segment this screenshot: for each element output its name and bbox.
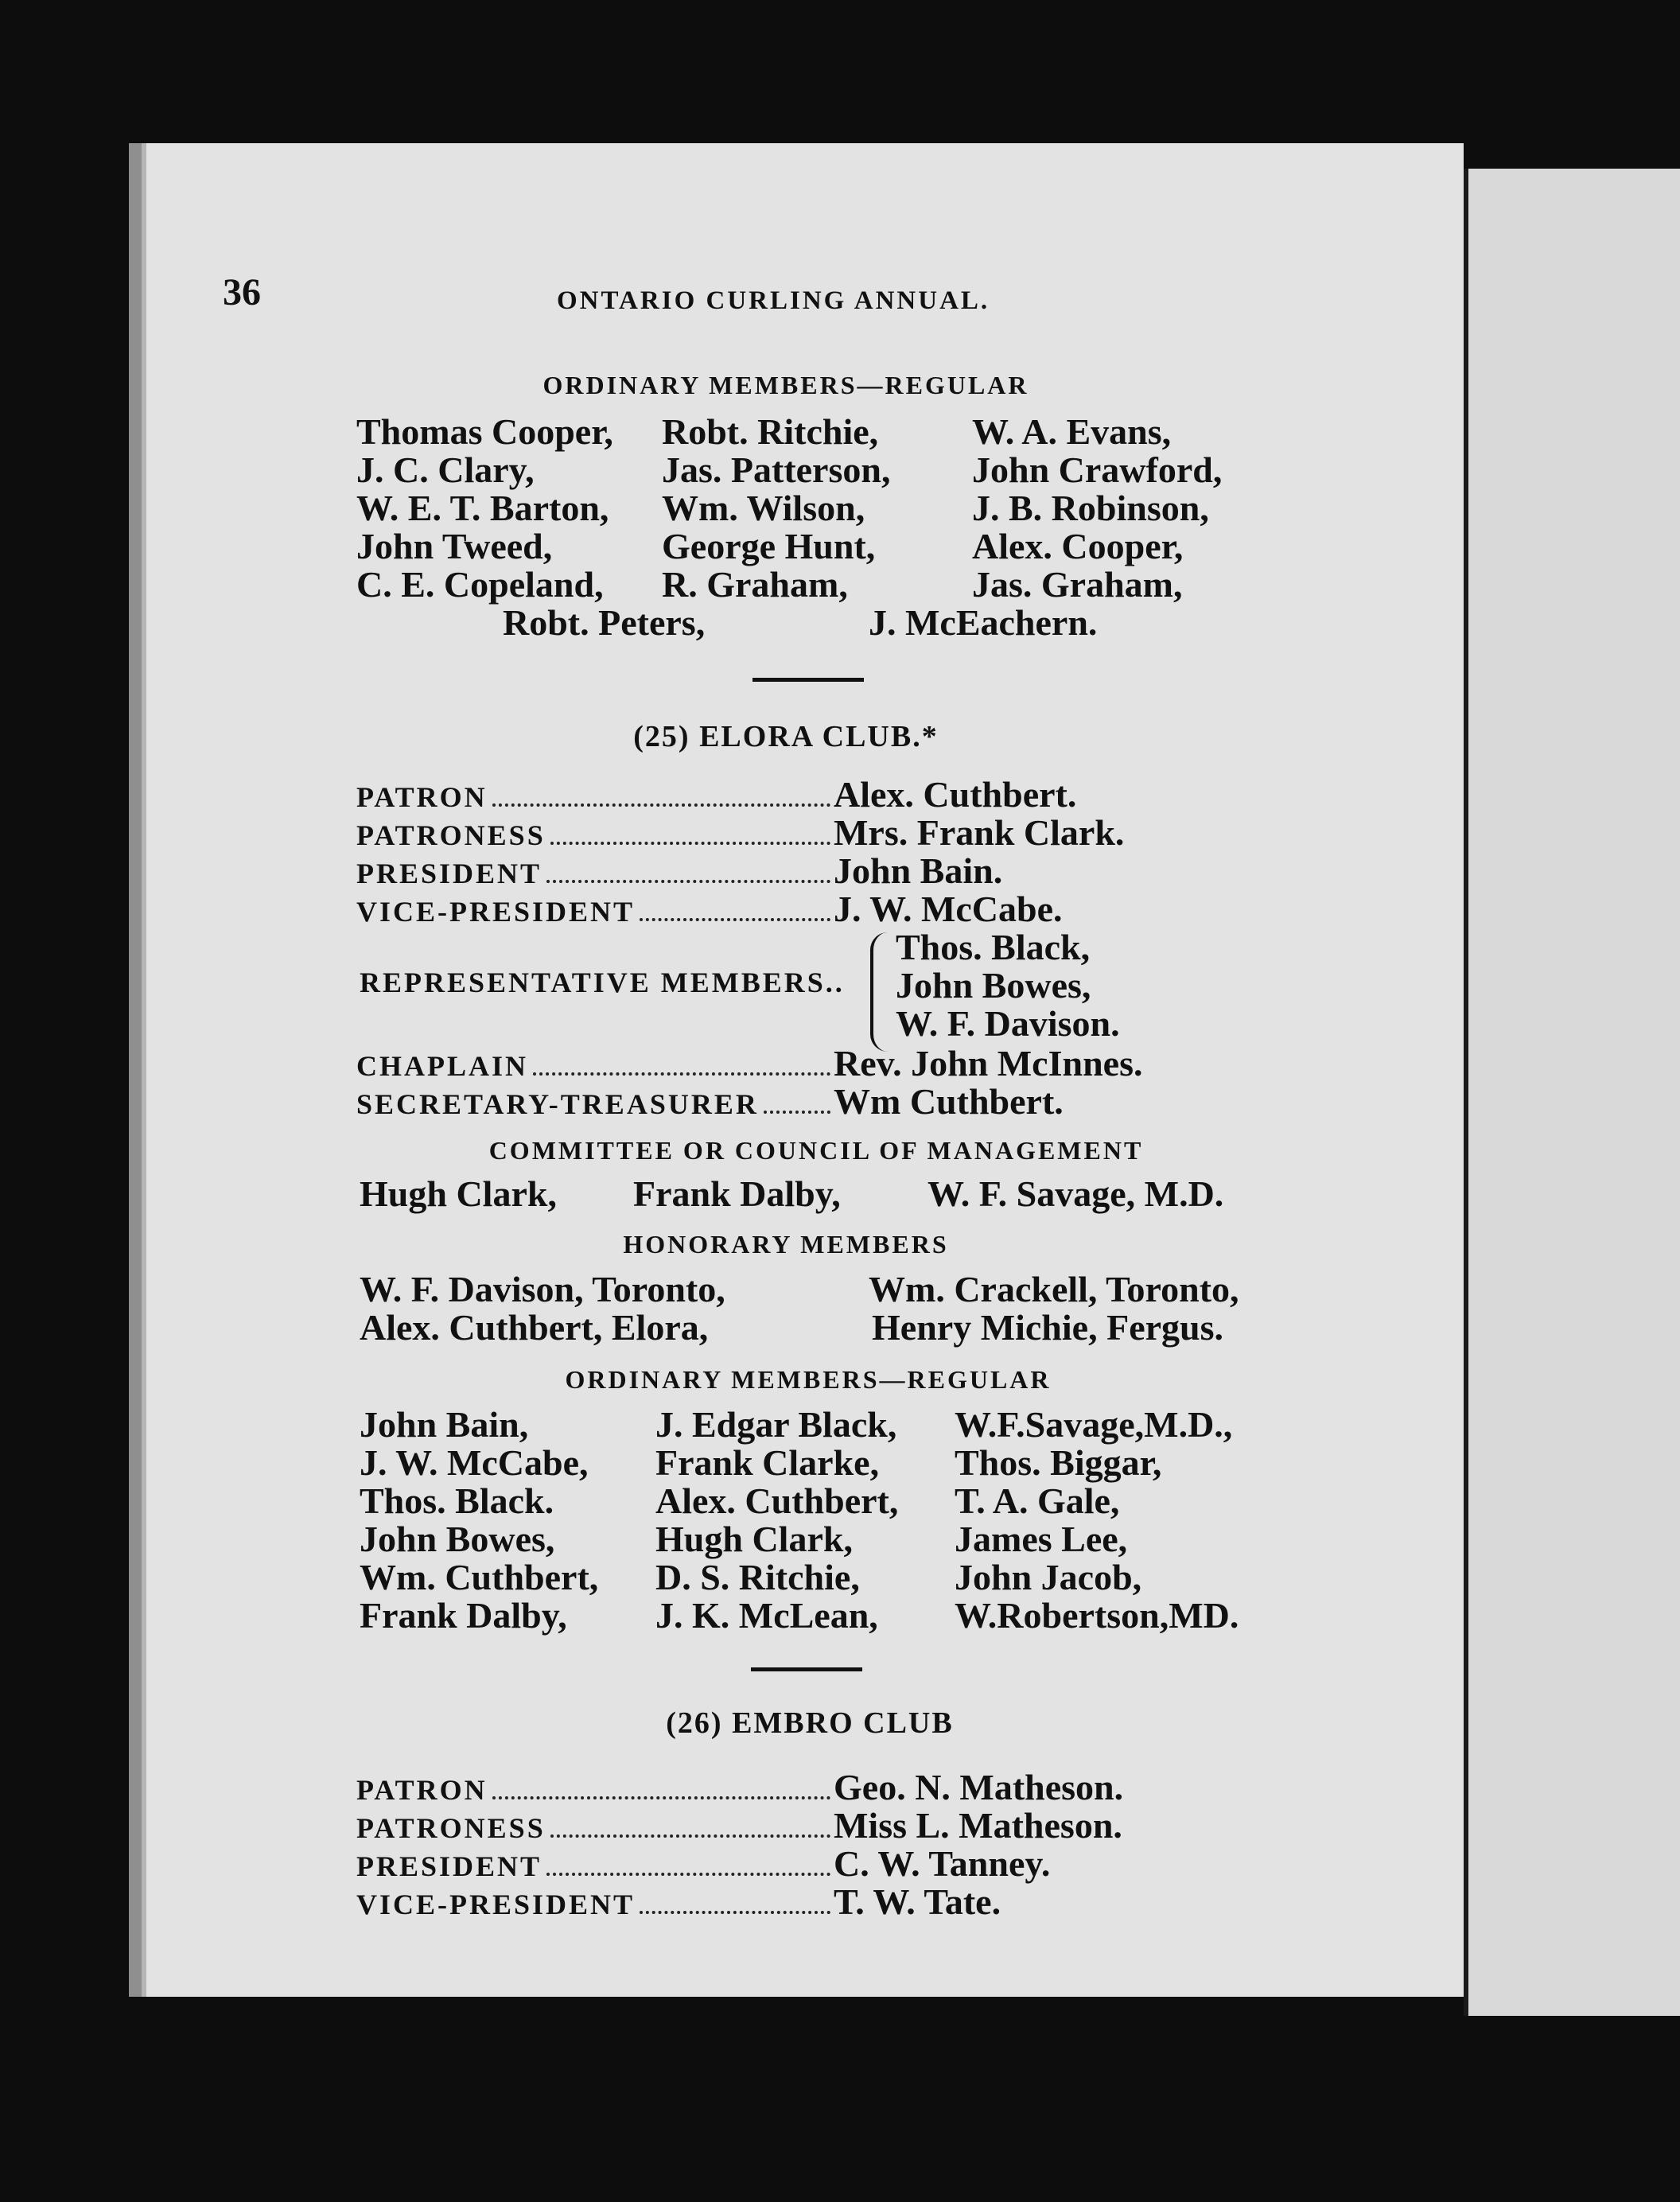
officer-name: Miss L. Matheson. [834,1805,1122,1846]
member-name: John Bowes, [360,1519,555,1559]
club-title-embro: (26) EMBRO CLUB [666,1706,954,1740]
member-name: Thomas Cooper, [356,411,613,452]
member-name: John Crawford, [972,449,1223,490]
member-name: D. S. Ritchie, [655,1557,860,1597]
officer-name: C. W. Tanney. [834,1843,1051,1884]
dot-leader [546,1873,830,1876]
member-name: J. B. Robinson, [972,488,1209,528]
officer-name: T. W. Tate. [834,1881,1001,1922]
honorary-member: W. F. Davison, Toronto, [360,1269,725,1309]
member-name: W.F.Savage,M.D., [955,1404,1233,1445]
member-name: Robt. Peters, [503,602,706,643]
committee-member: Frank Dalby, [633,1173,841,1214]
officer-row [356,1881,1231,1920]
running-title: ONTARIO CURLING ANNUAL. [557,286,990,315]
officer-row [356,850,1231,889]
member-name: John Jacob, [955,1557,1142,1597]
member-name: W. E. T. Barton, [356,488,609,528]
member-name: J. McEachern. [869,602,1098,643]
honorary-member: Henry Michie, Fergus. [872,1307,1224,1348]
dot-leader [764,1111,830,1114]
officer-name: Geo. N. Matheson. [834,1767,1124,1807]
representative-name: W. F. Davison. [896,1003,1120,1044]
officer-title: CHAPLAIN [356,1050,529,1082]
officer-row [356,1766,1231,1806]
member-name: J. Edgar Black, [655,1404,897,1445]
dot-leader [533,1072,830,1076]
dot-leader [640,918,830,921]
member-name: Frank Clarke, [655,1442,880,1483]
section-divider [752,678,864,682]
member-name: James Lee, [955,1519,1128,1559]
member-name: Wm. Cuthbert, [360,1557,599,1597]
member-name: Jas. Patterson, [662,449,891,490]
officer-row [356,1842,1231,1882]
member-name: Jas. Graham, [972,564,1183,605]
dot-leader [492,803,830,807]
dot-leader [492,1796,830,1799]
officer-name: Mrs. Frank Clark. [834,812,1125,853]
member-name: J. C. Clary, [356,449,535,490]
officer-name: Wm Cuthbert. [834,1081,1064,1122]
officer-title: PATRON [356,781,488,813]
member-name: J. W. McCabe, [360,1442,589,1483]
member-name: W. A. Evans, [972,411,1172,452]
member-name: R. Graham, [662,564,848,605]
member-name: C. E. Copeland, [356,564,604,605]
brace [870,932,891,1052]
member-name: Wm. Wilson, [662,488,865,528]
officer-title: PRESIDENT [356,858,542,889]
representative-name: Thos. Black, [896,927,1091,967]
officer-row [356,888,1231,928]
officer-name: Alex. Cuthbert. [834,774,1077,815]
section-title-honorary: HONORARY MEMBERS [623,1230,949,1259]
officer-row [356,1042,1231,1082]
dot-leader [550,842,830,845]
officer-row [356,811,1231,851]
dot-leader [640,1911,830,1914]
officer-row [356,1804,1231,1844]
member-name: Frank Dalby, [360,1595,567,1636]
member-name: John Bain, [360,1404,529,1445]
officer-name: J. W. McCabe. [834,889,1063,929]
member-name: Thos. Biggar, [955,1442,1162,1483]
officer-row [356,1080,1231,1120]
honorary-member: Wm. Crackell, Toronto, [869,1269,1239,1309]
section-title-ordinary-members: ORDINARY MEMBERS—REGULAR [542,371,1029,399]
honorary-member: Alex. Cuthbert, Elora, [360,1307,709,1348]
section-title-committee: COMMITTEE OR COUNCIL OF MANAGEMENT [488,1136,1144,1165]
dot-leader [550,1834,830,1838]
representative-members-label: REPRESENTATIVE MEMBERS.. [360,967,845,998]
committee-member: W. F. Savage, M.D. [928,1173,1224,1214]
member-name: T. A. Gale, [955,1480,1120,1521]
officer-title: SECRETARY-TREASURER [356,1088,759,1120]
officer-title: PATRON [356,1774,488,1806]
officer-title: PRESIDENT [356,1850,542,1882]
page-number: 36 [223,271,261,313]
dot-leader [546,880,830,883]
section-title-ordinary-members: ORDINARY MEMBERS—REGULAR [565,1365,1052,1394]
member-name: Alex. Cooper, [972,526,1184,566]
officer-title: VICE-PRESIDENT [356,1889,636,1920]
member-name: Thos. Black. [360,1480,554,1521]
member-name: W.Robertson,MD. [955,1595,1239,1636]
officer-name: John Bain. [834,850,1003,891]
committee-member: Hugh Clark, [360,1173,557,1214]
member-name: Hugh Clark, [655,1519,853,1559]
officer-title: VICE-PRESIDENT [356,896,636,928]
member-name: Alex. Cuthbert, [655,1480,899,1521]
officer-name: Rev. John McInnes. [834,1043,1143,1083]
section-divider [751,1667,862,1671]
officer-row [356,773,1231,813]
representative-name: John Bowes, [896,965,1091,1006]
member-name: J. K. McLean, [655,1595,878,1636]
member-name: Robt. Ritchie, [662,411,879,452]
officer-title: PATRONESS [356,819,546,851]
member-name: George Hunt, [662,526,876,566]
club-title-elora: (25) ELORA CLUB.* [633,720,939,753]
member-name: John Tweed, [356,526,553,566]
officer-title: PATRONESS [356,1812,546,1844]
